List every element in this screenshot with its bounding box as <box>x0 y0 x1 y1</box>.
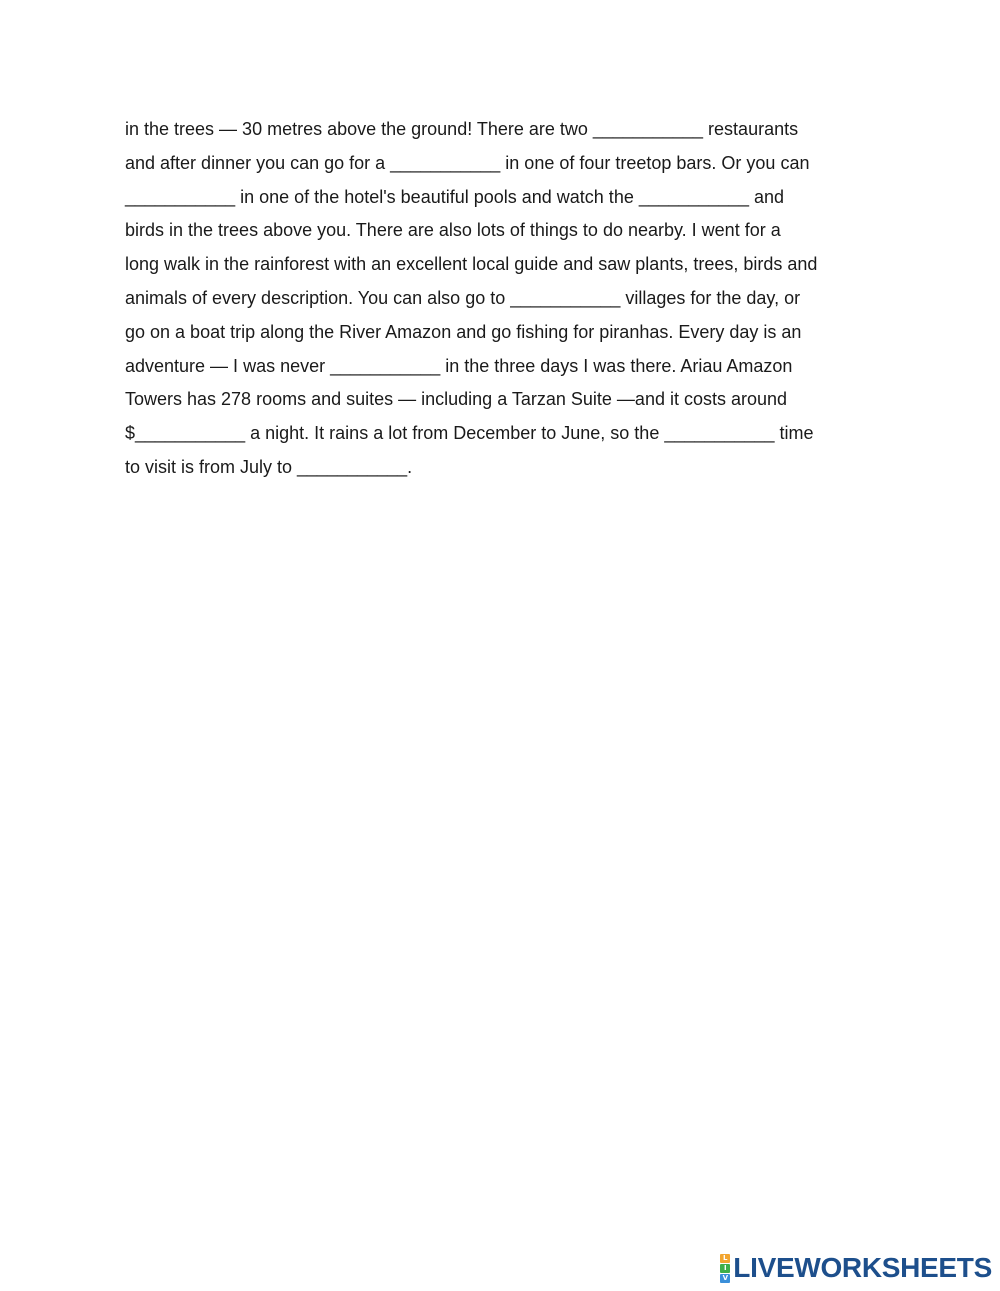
passage-line: to visit is from July to ___________. <box>125 456 413 477</box>
passage-line: long walk in the rainforest with an excellent local guide and saw plants, trees, birds and <box>125 254 818 275</box>
logo-icon <box>720 1254 730 1283</box>
passage-line: and after dinner you can go for a ___________ in one of four treetop bars. Or you can <box>125 152 810 173</box>
passage-line: go on a boat trip along the River Amazon and go fishing for piranhas. Every day is an <box>125 321 802 342</box>
passage-line: adventure — I was never ___________ in the three days I was there. Ariau Amazon <box>125 355 793 376</box>
logo-block-i: I <box>720 1264 730 1273</box>
passage-line: animals of every description. You can also go to ___________ villages for the day, or <box>125 287 801 308</box>
logo-wordmark: LIVEWORKSHEETS <box>733 1252 992 1283</box>
passage-line: in the trees — 30 metres above the ground! There are two ___________ restaurants <box>125 119 799 139</box>
liveworksheets-logo <box>720 1253 992 1283</box>
passage-line: ___________ in one of the hotel's beautiful pools and watch the ___________ and <box>125 186 784 207</box>
passage-text <box>125 113 905 485</box>
logo-block-l: L <box>720 1254 730 1263</box>
logo-block-v: V <box>720 1274 730 1283</box>
passage-line: Towers has 278 rooms and suites — including a Tarzan Suite —and it costs around <box>125 389 788 410</box>
passage-line: birds in the trees above you. There are also lots of things to do nearby. I went for a <box>125 220 781 241</box>
passage-line: $___________ a night. It rains a lot from December to June, so the ___________ time <box>125 423 814 444</box>
